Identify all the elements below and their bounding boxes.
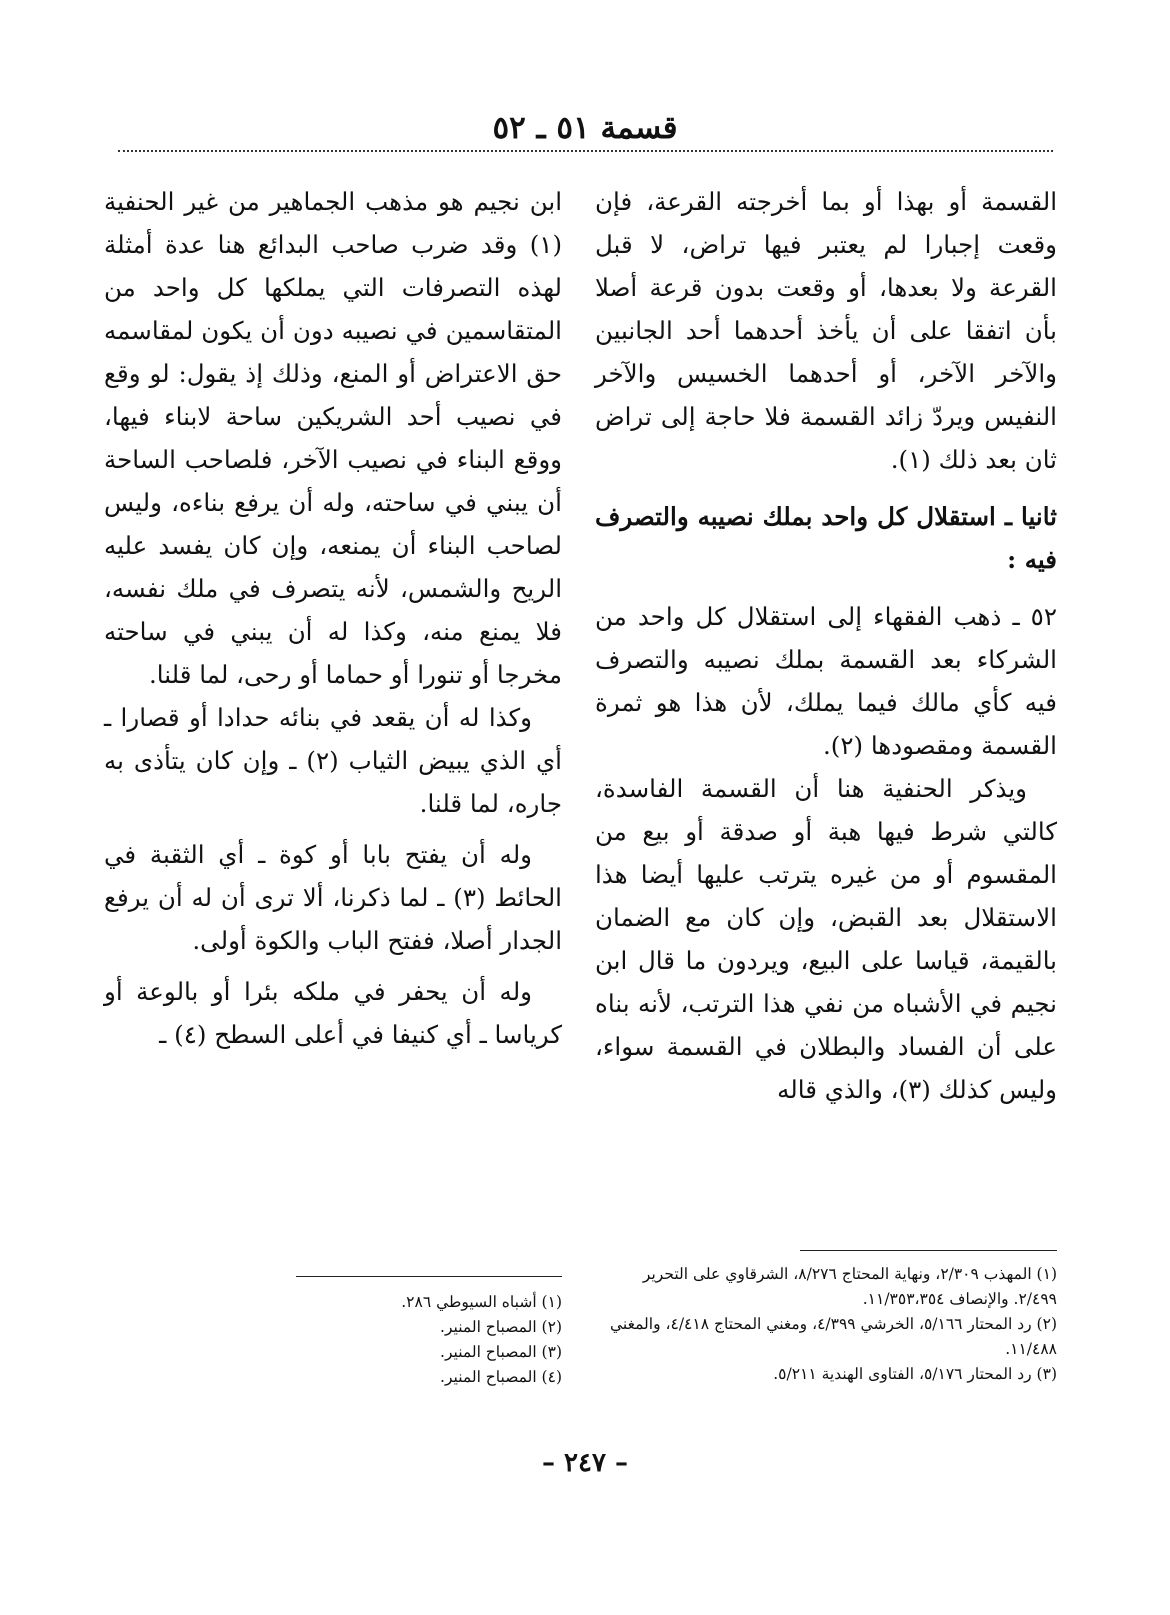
paragraph: القسمة أو بهذا أو بما أخرجته القرعة، فإن وقعت إجبارا لم يعتبر فيها تراض، لا قبل القرعة ولا بعدها، أو وقعت بدون قرعة أصلا بأن اتفقا على أن يأخذ أحدهما أحد الجانبين والآخر الآخر، أو أحدهما الخسيس والآخر النفيس ويردّ زائد القسمة فلا حاجة إلى تراض ثان بعد ذلك (١). — [595, 187, 1057, 474]
footnote: (٢) المصباح المنير. — [440, 1318, 562, 1336]
footnotes-left — [340, 1290, 562, 1390]
paragraph: ابن نجيم هو مذهب الجماهير من غير الحنفية (١) وقد ضرب صاحب البدائع هنا عدة أمثلة لهذه التصرفات التي يملكها كل واحد من المتقاسمين في نصيبه دون أن يكون لمقاسمه حق الاعتراض أو المنع، وذلك إذ يقول: لو وقع في نصيب أحد الشريكين ساحة لابناء فيها، ووقع البناء في نصيب الآخر، فلصاحب الساحة أن يبني في ساحته، وله أن يرفع بناءه، وليس لصاحب البناء أن يمنعه، وإن كان يفسد عليه الريح والشمس، لأنه يتصرف في ملك نفسه، فلا يمنع منه، وكذا له أن يبني في ساحته مخرجا أو تنورا أو حماما أو رحى، لما قلنا. — [104, 187, 562, 689]
page-header-title: قسمة ٥١ ـ ٥٢ — [492, 110, 678, 146]
right-column — [595, 180, 1057, 1111]
footnote: (٤) المصباح المنير. — [440, 1368, 562, 1386]
header-dotted-rule — [118, 150, 1053, 152]
paragraph: ويذكر الحنفية هنا أن القسمة الفاسدة، كالتي شرط فيها هبة أو صدقة أو بيع من المقسوم أو من غيره يترتب عليها أيضا هذا الاستقلال بعد القبض، وإن كان مع الضمان بالقيمة، قياسا على البيع، ويردون ما قال ابن نجيم في الأشباه من نفي هذا الترتب، لأنه بناه على أن الفساد والبطلان في القسمة سواء، وليس كذلك (٣)، والذي قاله — [595, 774, 1057, 1104]
paragraph: وكذا له أن يقعد في بنائه حدادا أو قصارا ـ أي الذي يبيض الثياب (٢) ـ وإن كان يتأذى به جاره، لما قلنا. — [104, 703, 562, 818]
left-column — [104, 180, 562, 1056]
footnote: (٢) رد المحتار ٥/١٦٦، الخرشي ٤/٣٩٩، ومغني المحتاج ٤/٤١٨، والمغني ١١/٤٨٨. — [610, 1315, 1057, 1358]
paragraph: وله أن يفتح بابا أو كوة ـ أي الثقبة في الحائط (٣) ـ لما ذكرنا، ألا ترى أن له أن يرفع الجدار أصلا، ففتح الباب والكوة أولى. — [104, 840, 562, 955]
page-number: – ٢٤٧ – — [541, 1448, 629, 1478]
footnote: (٣) المصباح المنير. — [440, 1343, 562, 1361]
footnotes-right — [595, 1262, 1057, 1387]
footnote-rule-left — [296, 1276, 562, 1277]
paragraph: وله أن يحفر في ملكه بئرا أو بالوعة أو كرياسا ـ أي كنيفا في أعلى السطح (٤) ـ — [104, 977, 562, 1049]
footnote: (٣) رد المحتار ٥/١٧٦، الفتاوى الهندية ٥/٢١١. — [773, 1365, 1057, 1383]
paragraph-52: ٥٢ ـ ذهب الفقهاء إلى استقلال كل واحد من الشركاء بعد القسمة بملك نصيبه والتصرف فيه كأي مالك فيما يملك، لأن هذا هو ثمرة القسمة ومقصودها (٢). — [595, 602, 1057, 760]
footnote-rule-right — [800, 1250, 1057, 1251]
footnote: (١) المهذب ٢/٣٠٩، ونهاية المحتاج ٨/٢٧٦، الشرقاوي على التحرير ٢/٤٩٩. والإنصاف ١١/٣٥٣،٣٥٤. — [642, 1265, 1057, 1308]
section-heading: ثانيا ـ استقلال كل واحد بملك نصيبه والتصرف فيه : — [595, 502, 1057, 574]
footnote: (١) أشباه السيوطي ٢٨٦. — [401, 1293, 562, 1311]
